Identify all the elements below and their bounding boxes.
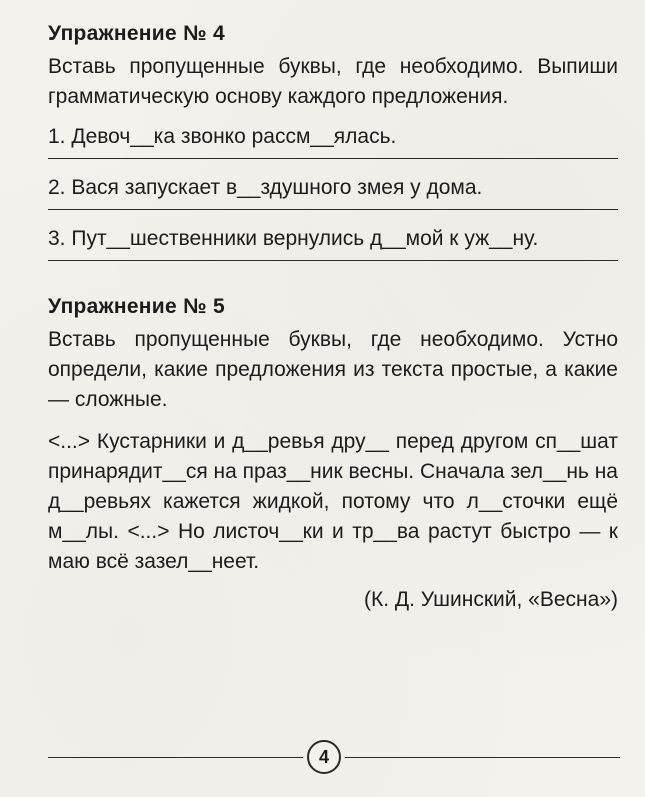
footer-rule-right — [345, 757, 620, 758]
exercise-5-instruction: Вставь пропущенные буквы, где необходимо. Устно определи, какие предложения из текста простые, а какие — сложные. — [48, 328, 618, 411]
page-number: 4 — [307, 740, 341, 774]
exercise-4-task-3: 3. Пут__шественники вернулись д__мой к уж__ну. — [48, 227, 539, 250]
exercise-5-text: <...> Кустарники и д__ревья дру__ перед другом сп__шат принарядит__ся на праз__ник весны. Сначала зел__нь на д__ревьях кажется жидкой, потому что л__сточки ещё м__лы. <...> Но листоч__ки и тр__ва растут быстро — к маю всё зазел__неет. — [48, 430, 618, 573]
footer-rule-left — [48, 757, 303, 758]
exercise-5-title: Упражнение № 5 — [48, 295, 225, 318]
exercise-4-title: Упражнение № 4 — [48, 22, 225, 45]
answer-line-2[interactable] — [48, 209, 618, 210]
exercise-4-instruction: Вставь пропущенные буквы, где необходимо. Выпиши грамматическую основу каждого предложения. — [48, 55, 618, 108]
text-author-source: (К. Д. Ушинский, «Весна») — [364, 588, 618, 611]
answer-line-1[interactable] — [48, 158, 618, 159]
exercise-4-task-2: 2. Вася запускает в__здушного змея у дома. — [48, 176, 483, 199]
answer-line-3[interactable] — [48, 260, 618, 261]
exercise-4-task-1: 1. Девоч__ка звонко рассм__ялась. — [48, 125, 397, 148]
page-content — [48, 20, 618, 615]
